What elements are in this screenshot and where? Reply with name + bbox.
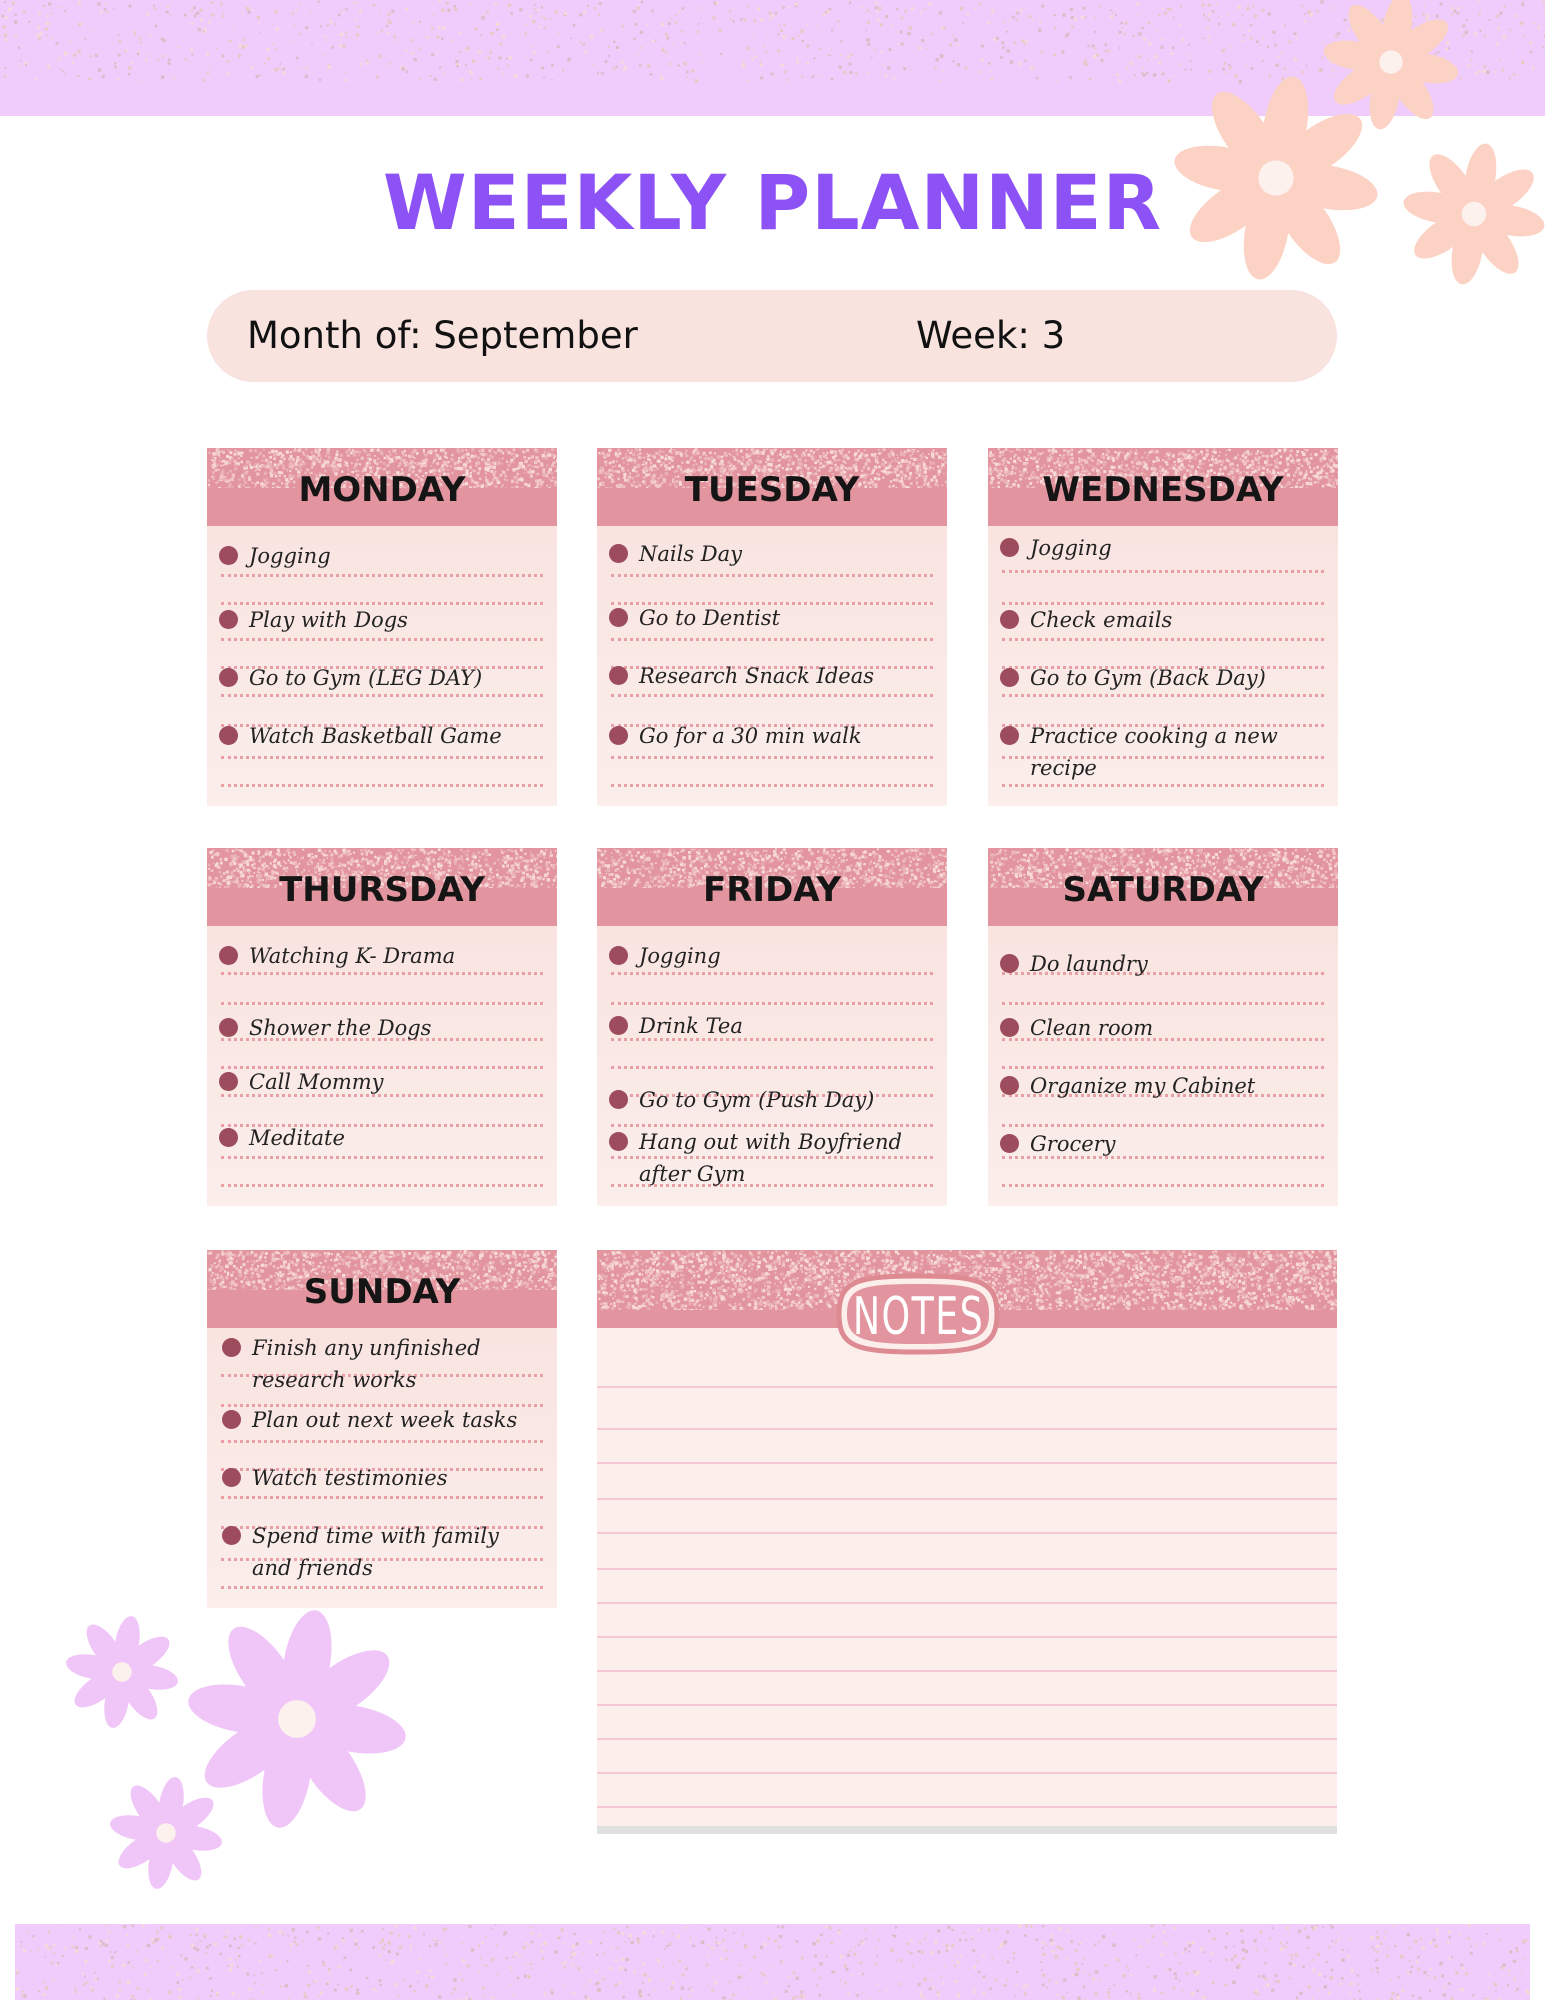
day-card-header (988, 448, 1338, 526)
day-card-wednesday (988, 448, 1338, 806)
task-item (219, 1012, 539, 1044)
notes-line (597, 1602, 1337, 1604)
task-item (609, 1010, 929, 1042)
task-text: Clean room (1030, 1016, 1154, 1040)
bottom-decorative-band (15, 1924, 1530, 2000)
task-text: Spend time with family and friends (252, 1524, 499, 1580)
task-text: Go for a 30 min walk (639, 724, 862, 748)
day-card-monday (207, 448, 557, 806)
day-card-thursday (207, 848, 557, 1206)
bullet-dot-icon (609, 666, 628, 685)
task-text: Call Mommy (249, 1070, 384, 1094)
day-title: WEDNESDAY (1042, 470, 1284, 510)
bullet-dot-icon (1000, 954, 1019, 973)
task-text: Watching K- Drama (249, 944, 456, 968)
task-text: Research Snack Ideas (639, 664, 875, 688)
notes-line (597, 1738, 1337, 1740)
bullet-dot-icon (609, 544, 628, 563)
bullet-dot-icon (609, 1016, 628, 1035)
month-label: Month of: September (247, 314, 638, 357)
lilac-flower-icon (184, 1606, 409, 1831)
task-item (1000, 720, 1320, 784)
task-item (219, 1122, 539, 1154)
day-title: MONDAY (298, 470, 466, 510)
task-item (1000, 532, 1320, 564)
notes-line (597, 1462, 1337, 1464)
day-card-header (207, 1250, 557, 1328)
task-text: Hang out with Boyfriend after Gym (639, 1130, 902, 1186)
bullet-dot-icon (609, 1132, 628, 1151)
bullet-dot-icon (219, 946, 238, 965)
bullet-dot-icon (1000, 1134, 1019, 1153)
task-text: Nails Day (639, 542, 743, 566)
task-item (1000, 1128, 1320, 1160)
task-item (219, 940, 539, 972)
task-item (609, 1126, 929, 1190)
day-card-friday (597, 848, 947, 1206)
bullet-dot-icon (222, 1468, 241, 1487)
task-text: Jogging (249, 544, 331, 568)
task-item (609, 1084, 929, 1116)
day-card-sunday (207, 1250, 557, 1608)
task-text: Watch testimonies (252, 1466, 448, 1490)
bullet-dot-icon (609, 608, 628, 627)
bullet-dot-icon (219, 610, 238, 629)
week-label: Week: 3 (916, 314, 1066, 357)
day-card-header (988, 848, 1338, 926)
notes-line (597, 1498, 1337, 1500)
notes-label: NOTES (852, 1287, 985, 1347)
notes-panel (597, 1250, 1337, 1834)
day-title: SUNDAY (303, 1272, 461, 1312)
day-title: SATURDAY (1062, 870, 1264, 910)
bullet-dot-icon (609, 1090, 628, 1109)
day-card-saturday (988, 848, 1338, 1206)
notes-line (597, 1772, 1337, 1774)
task-text: Go to Gym (Push Day) (639, 1088, 875, 1112)
notes-line (597, 1670, 1337, 1672)
task-text: Go to Gym (Back Day) (1030, 666, 1266, 690)
bullet-dot-icon (1000, 538, 1019, 557)
task-text: Shower the Dogs (249, 1016, 432, 1040)
task-item (1000, 662, 1320, 694)
task-item (219, 720, 539, 752)
day-card-header (207, 848, 557, 926)
top-decorative-band (0, 0, 1545, 116)
task-text: Organize my Cabinet (1030, 1074, 1256, 1098)
notes-line (597, 1568, 1337, 1570)
task-item (609, 720, 929, 752)
notes-line (597, 1806, 1337, 1808)
speckle-texture (0, 0, 1545, 116)
bullet-dot-icon (219, 726, 238, 745)
bullet-dot-icon (609, 946, 628, 965)
task-item (222, 1332, 542, 1396)
bullet-dot-icon (1000, 1076, 1019, 1095)
bullet-dot-icon (222, 1526, 241, 1545)
task-item (222, 1404, 542, 1436)
bullet-dot-icon (219, 1018, 238, 1037)
task-item (609, 602, 929, 634)
task-item (222, 1462, 542, 1494)
notes-line (597, 1428, 1337, 1430)
bullet-dot-icon (1000, 610, 1019, 629)
task-text: Drink Tea (639, 1014, 743, 1038)
bullet-dot-icon (222, 1338, 241, 1357)
task-text: Play with Dogs (249, 608, 408, 632)
bullet-dot-icon (1000, 668, 1019, 687)
day-card-tuesday (597, 448, 947, 806)
lilac-flower-icon (64, 1614, 180, 1730)
task-text: Go to Gym (LEG DAY) (249, 666, 483, 690)
day-title: THURSDAY (279, 870, 485, 910)
bullet-dot-icon (219, 1072, 238, 1091)
task-item (609, 660, 929, 692)
task-item (1000, 948, 1320, 980)
notes-line (597, 1636, 1337, 1638)
task-text: Check emails (1030, 608, 1173, 632)
task-text: Plan out next week tasks (252, 1408, 518, 1432)
task-item (609, 538, 929, 570)
day-card-header (207, 448, 557, 526)
bullet-dot-icon (1000, 1018, 1019, 1037)
task-item (1000, 604, 1320, 636)
bullet-dot-icon (219, 1128, 238, 1147)
notes-bottom-edge (597, 1826, 1337, 1834)
month-week-bar (207, 290, 1337, 382)
speckle-texture (15, 1924, 1530, 2000)
task-text: Jogging (1030, 536, 1112, 560)
bullet-dot-icon (222, 1410, 241, 1429)
task-text: Jogging (639, 944, 721, 968)
bullet-dot-icon (219, 668, 238, 687)
task-text: Watch Basketball Game (249, 724, 502, 748)
task-text: Meditate (249, 1126, 345, 1150)
task-text: Finish any unfinished research works (252, 1336, 481, 1392)
bullet-dot-icon (609, 726, 628, 745)
task-text: Practice cooking a new recipe (1030, 724, 1278, 780)
task-item (219, 540, 539, 572)
bullet-dot-icon (1000, 726, 1019, 745)
lilac-flower-icon (108, 1775, 224, 1891)
day-title: TUESDAY (684, 470, 860, 510)
notes-badge (825, 1268, 1011, 1360)
task-text: Go to Dentist (639, 606, 781, 630)
day-card-header (597, 848, 947, 926)
notes-line (597, 1532, 1337, 1534)
notes-line (597, 1386, 1337, 1388)
task-item (219, 662, 539, 694)
notes-line (597, 1704, 1337, 1706)
task-text: Do laundry (1030, 952, 1148, 976)
task-item (222, 1520, 542, 1584)
task-item (219, 1066, 539, 1098)
day-title: FRIDAY (703, 870, 841, 910)
task-item (1000, 1012, 1320, 1044)
task-text: Grocery (1030, 1132, 1116, 1156)
page-title: WEEKLY PLANNER (382, 158, 1163, 247)
day-card-header (597, 448, 947, 526)
bullet-dot-icon (219, 546, 238, 565)
task-item (1000, 1070, 1320, 1102)
task-item (609, 940, 929, 972)
task-item (219, 604, 539, 636)
